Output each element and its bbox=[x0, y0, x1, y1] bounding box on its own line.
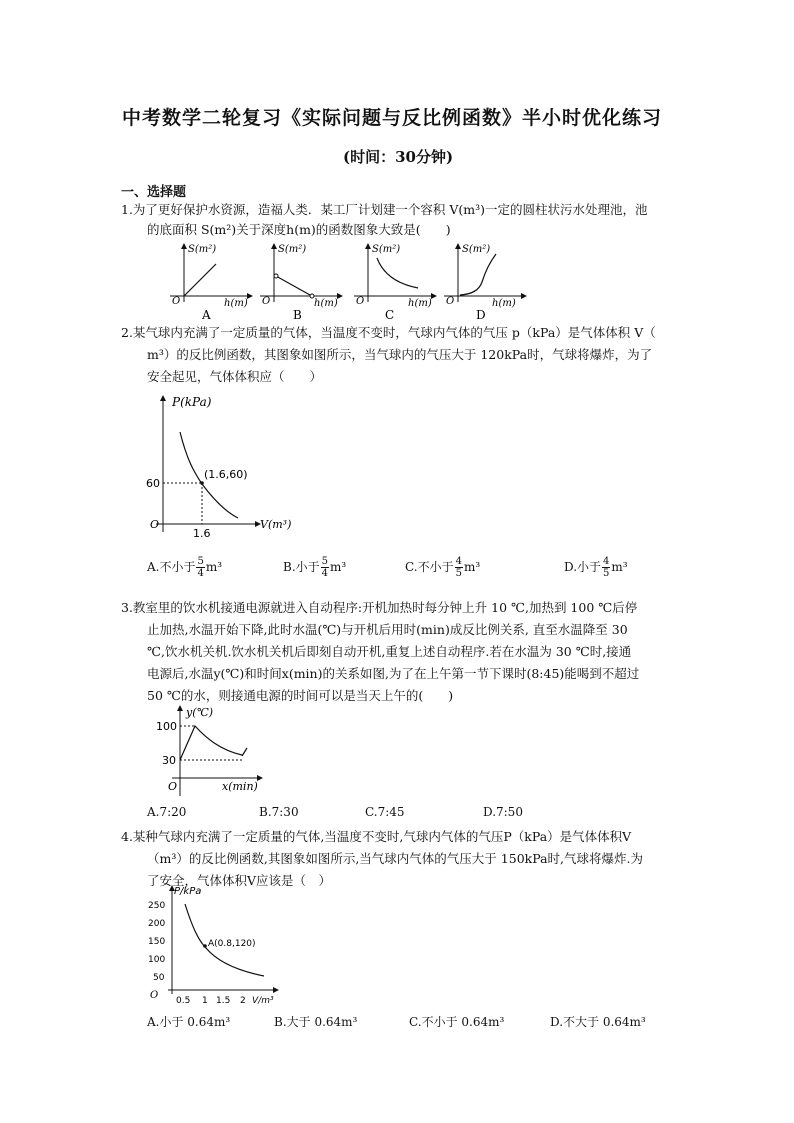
q1-graph-c bbox=[354, 244, 436, 320]
q2-point bbox=[200, 481, 204, 485]
q4-ytick-250: 250 bbox=[148, 901, 166, 911]
q2-ylabel: P(kPa) bbox=[172, 395, 212, 409]
q2-text-line2: m³）的反比例函数，其图象如图所示，当气球内的气压大于 120kPa时，气球将爆炸，为了 bbox=[147, 347, 653, 362]
q3-ytick-100: 100 bbox=[156, 720, 177, 733]
q2-option-c: C.不小于 $\frac{4}{5}$ m³ bbox=[405, 556, 481, 579]
q4-xtick-2: 2 bbox=[240, 996, 246, 1006]
q1-graph-d bbox=[444, 244, 526, 320]
q4-point-label: A(0.8,120) bbox=[208, 939, 256, 949]
q1-label-c: C bbox=[385, 308, 395, 320]
q4-text-line3: 了安全，气体体积V应该是（ ） bbox=[147, 873, 332, 888]
q3-option-b: B.7:30 bbox=[259, 805, 299, 819]
q2-option-a: A.不小于 $\frac{5}{4}$ m³ bbox=[147, 556, 223, 579]
q3-text-line3: ℃,饮水机关机.饮水机关机后即刻自动开机,重复上述自动程序.若在水温为 30 ℃时,接通 bbox=[147, 644, 632, 659]
q4-chart bbox=[144, 882, 284, 1006]
page-title: 中考数学二轮复习《实际问题与反比例函数》半小时优化练习 bbox=[122, 107, 663, 129]
q4-text-line1: 4.某种气球内充满了一定质量的气体,当温度不变时,气球内气体的气压P（kPa）是气体体积V bbox=[121, 829, 632, 844]
q1-c-origin: O bbox=[356, 296, 365, 307]
q1-b-line bbox=[276, 276, 310, 295]
q4-ytick-100: 100 bbox=[148, 955, 166, 965]
q3-ytick-30: 30 bbox=[162, 754, 176, 767]
q3-option-a: A.7:20 bbox=[147, 805, 187, 819]
q3-reheat bbox=[242, 748, 247, 756]
q4-xtick-0-5: 0.5 bbox=[176, 996, 191, 1006]
q1-graph-a bbox=[170, 244, 252, 320]
q2-x-tick: 1.6 bbox=[193, 527, 211, 540]
q2-text-line3: 安全起见，气体体积应（ ） bbox=[147, 369, 323, 384]
q3-chart bbox=[150, 702, 270, 800]
q4-option-c: C.不小于 0.64m³ bbox=[409, 1015, 505, 1029]
q4-option-a: A.小于 0.64m³ bbox=[147, 1015, 231, 1029]
q1-b-xlabel: h(m) bbox=[314, 298, 338, 309]
q1-d-xlabel: h(m) bbox=[492, 298, 516, 309]
q3-text-line5: 50 ℃的水，则接通电源的时间可以是当天上午的( ) bbox=[147, 688, 454, 703]
q3-text-line1: 3.教室里的饮水机接通电源就进入自动程序:开机加热时每分钟上升 10 ℃,加热到 100 ℃后停 bbox=[121, 600, 638, 615]
q3-text-line2: 止加热,水温开始下降,此时水温(℃)与开机后用时(min)成反比例关系, 直至水温降至 30 bbox=[147, 622, 628, 637]
q1-label-b: B bbox=[293, 308, 302, 320]
q3-option-c: C.7:45 bbox=[365, 805, 405, 819]
q4-xtick-1-5: 1.5 bbox=[216, 996, 231, 1006]
q1-a-line bbox=[184, 264, 216, 296]
q1-a-ylabel: S(m²) bbox=[188, 244, 217, 255]
q1-text-line1: 1.为了更好保护水资源，造福人类．某工厂计划建一个容积 V(m³)一定的圆柱状污水处理池，池 bbox=[121, 202, 648, 217]
q4-origin: O bbox=[150, 990, 159, 1001]
time-subtitle: (时间：30分钟) bbox=[343, 148, 454, 166]
q1-d-curve bbox=[460, 254, 496, 295]
q4-option-d: D.不大于 0.64m³ bbox=[550, 1015, 646, 1029]
q2-option-d: D.小于 $\frac{4}{5}$ m³ bbox=[564, 556, 628, 579]
q4-option-b: B.大于 0.64m³ bbox=[274, 1015, 358, 1029]
q4-xtick-1: 1 bbox=[202, 996, 208, 1006]
q3-text-line4: 电源后,水温y(℃)和时间x(min)的关系如图,为了在上午第一节下课时(8:45)能喝到不超过 bbox=[147, 666, 640, 681]
q3-ylabel: y(℃) bbox=[186, 706, 214, 719]
q1-a-origin: O bbox=[172, 296, 181, 307]
q1-text-line2: 的底面积 S(m²)关于深度h(m)的函数图象大致是( ) bbox=[147, 222, 451, 237]
q2-chart bbox=[142, 390, 302, 545]
section-heading: 一、选择题 bbox=[121, 185, 187, 200]
q3-xlabel: x(min) bbox=[222, 780, 258, 793]
q3-curve bbox=[180, 726, 242, 760]
q1-a-xlabel: h(m) bbox=[224, 298, 248, 309]
q3-option-d: D.7:50 bbox=[483, 805, 523, 819]
q4-ytick-150: 150 bbox=[148, 937, 166, 947]
q4-text-line2: （m³）的反比例函数,其图象如图所示,当气球内气体的气压大于 150kPa时,气球将爆炸.为 bbox=[147, 851, 643, 866]
q1-c-curve bbox=[377, 258, 418, 288]
q1-d-ylabel: S(m²) bbox=[462, 244, 491, 255]
q1-c-ylabel: S(m²) bbox=[372, 244, 401, 255]
q2-origin: O bbox=[150, 518, 160, 531]
q4-ylabel: P/kPa bbox=[174, 886, 202, 897]
q2-y-tick: 60 bbox=[146, 477, 160, 490]
q1-label-d: D bbox=[476, 308, 486, 320]
q1-graph-b bbox=[260, 244, 342, 320]
q2-text-line1: 2.某气球内充满了一定质量的气体，当温度不变时，气球内气体的气压 p（kPa）是气体体积 V（ bbox=[121, 325, 656, 340]
q4-point-a bbox=[203, 944, 207, 948]
q2-xlabel: V(m³) bbox=[260, 518, 292, 531]
q4-xlabel: V/m³ bbox=[252, 996, 274, 1006]
q1-b-origin: O bbox=[262, 296, 271, 307]
q1-graphs bbox=[160, 240, 530, 320]
q2-option-b: B.小于 $\frac{5}{4}$ m³ bbox=[283, 556, 347, 579]
q2-point-label: (1.6,60) bbox=[204, 468, 248, 481]
q3-origin: O bbox=[168, 780, 178, 793]
q4-ytick-50: 50 bbox=[153, 973, 165, 983]
q1-c-xlabel: h(m) bbox=[408, 298, 432, 309]
q1-label-a: A bbox=[202, 308, 211, 320]
q1-d-origin: O bbox=[446, 296, 455, 307]
q4-ytick-200: 200 bbox=[148, 919, 166, 929]
q1-b-ylabel: S(m²) bbox=[278, 244, 307, 255]
